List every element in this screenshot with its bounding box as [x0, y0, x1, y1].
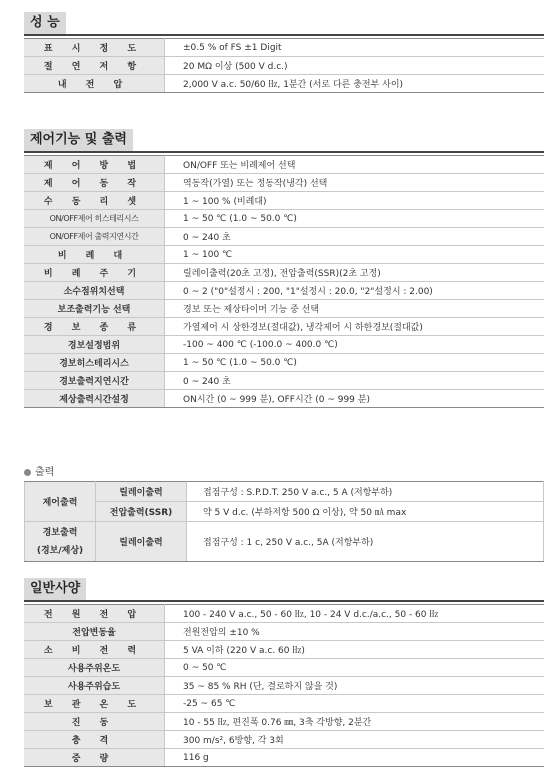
performance-row-label: 표 시 정 도 — [24, 39, 165, 57]
control-row-value: 1 ~ 50 ℃ (1.0 ~ 50.0 ℃) — [165, 210, 545, 228]
control-title: 제어기능 및 출력 — [24, 129, 133, 151]
control-row-value: 역동작(가열) 또는 정동작(냉각) 선택 — [165, 174, 545, 192]
general-title: 일반사양 — [24, 578, 86, 600]
control-row-label: 경보설정범위 — [24, 336, 165, 354]
alarm-relay-value: 접점구성 : 1 c, 250 V a.c., 5A (저항부하) — [187, 522, 544, 562]
control-row-value: 0 ~ 240 초 — [165, 228, 545, 246]
general-table — [24, 604, 544, 767]
general-row-label: 보 관 온 도 — [24, 695, 165, 713]
general-row-label: 사용주위습도 — [24, 677, 165, 695]
alarm-output-group — [25, 522, 96, 562]
control-output-group: 제어출력 — [25, 482, 96, 522]
control-row — [24, 354, 544, 372]
performance-table — [24, 38, 544, 93]
control-row-label: 제 어 동 작 — [24, 174, 165, 192]
performance-row — [24, 57, 544, 75]
control-row-value: 경보 또는 제상타이머 기능 중 선택 — [165, 300, 545, 318]
control-row-label: 비 례 대 — [24, 246, 165, 264]
control-row — [24, 210, 544, 228]
control-row — [24, 192, 544, 210]
control-row-value: ON시간 (0 ~ 999 분), OFF시간 (0 ~ 999 분) — [165, 390, 545, 408]
control-row-value: ON/OFF 또는 비례제어 선택 — [165, 156, 545, 174]
alarm-group-line2: (경보/제상) — [36, 545, 84, 556]
general-row — [24, 677, 544, 695]
control-row-value: 가열제어 시 상한경보(절대값), 냉각제어 시 하한경보(절대값) — [165, 318, 545, 336]
general-row-label: 소 비 전 력 — [24, 641, 165, 659]
control-row — [24, 228, 544, 246]
control-row-value: -100 ~ 400 ℃ (-100.0 ~ 400.0 ℃) — [165, 336, 545, 354]
relay-output-value: 접점구성 : S.P.D.T. 250 V a.c., 5 A (저항부하) — [187, 482, 544, 502]
ssr-output-label: 전압출력(SSR) — [96, 502, 187, 522]
general-row-label: 충 격 — [24, 731, 165, 749]
control-row — [24, 156, 544, 174]
general-row — [24, 605, 544, 623]
control-row-label: 경보히스테리시스 — [24, 354, 165, 372]
control-row-label: 소수점위치선택 — [24, 282, 165, 300]
general-row — [24, 695, 544, 713]
control-row-label: ON/OFF제어 출력지연시간 — [24, 228, 165, 246]
control-row — [24, 300, 544, 318]
performance-row-value: 20 MΩ 이상 (500 V d.c.) — [165, 57, 545, 75]
general-row-value: 5 VA 이하 (220 V a.c. 60 ㎐) — [165, 641, 545, 659]
control-row-label: 수 동 리 셋 — [24, 192, 165, 210]
control-row — [24, 390, 544, 408]
control-row-value: 1 ~ 100 % (비례대) — [165, 192, 545, 210]
alarm-group-line1: 경보출력 — [42, 527, 78, 538]
general-row-label: 중 량 — [24, 749, 165, 767]
control-row-label: 경 보 종 류 — [24, 318, 165, 336]
output-title: 출력 — [35, 467, 55, 478]
general-row-value: 100 - 240 V a.c., 50 - 60 ㎐, 10 - 24 V d.c./a.c., 50 - 60 ㎐ — [165, 605, 545, 623]
control-row — [24, 318, 544, 336]
performance-row-label: 내 전 압 — [24, 75, 165, 93]
control-row-label: 경보출력지연시간 — [24, 372, 165, 390]
general-row-value: -25 ~ 65 ℃ — [165, 695, 545, 713]
control-row — [24, 264, 544, 282]
performance-row-value: ±0.5 % of FS ±1 Digit — [165, 39, 545, 57]
output-table — [24, 481, 544, 562]
control-row-value: 1 ~ 100 ℃ — [165, 246, 545, 264]
control-row — [24, 174, 544, 192]
control-row — [24, 282, 544, 300]
relay-output-label: 릴레이출력 — [96, 482, 187, 502]
general-row-value: 전원전압의 ±10 % — [165, 623, 545, 641]
general-row-label: 전 원 전 압 — [24, 605, 165, 623]
control-row — [24, 372, 544, 390]
control-row — [24, 336, 544, 354]
control-table — [24, 155, 544, 408]
performance-row-value: 2,000 V a.c. 50/60 ㎐, 1분간 (서로 다른 충전부 사이) — [165, 75, 545, 93]
bullet-icon — [24, 469, 31, 476]
general-row — [24, 623, 544, 641]
control-row-label: 제 어 방 법 — [24, 156, 165, 174]
control-row-value: 0 ~ 2 ("0"설정시 : 200, "1"설정시 : 20.0, "2"설정시 : 2.00) — [165, 282, 545, 300]
output-heading — [24, 463, 54, 478]
general-row-label: 전압변동율 — [24, 623, 165, 641]
control-row — [24, 246, 544, 264]
general-row — [24, 749, 544, 767]
control-row-label: 비 례 주 기 — [24, 264, 165, 282]
performance-title: 성 능 — [24, 12, 66, 34]
general-row-value: 0 ~ 50 ℃ — [165, 659, 545, 677]
general-row — [24, 659, 544, 677]
general-row-label: 진 동 — [24, 713, 165, 731]
general-row-value: 116 g — [165, 749, 545, 767]
control-row-label: 보조출력기능 선택 — [24, 300, 165, 318]
ssr-output-value: 약 5 V d.c. (부하저항 500 Ω 이상), 약 50 ㎃ max — [187, 502, 544, 522]
general-row — [24, 641, 544, 659]
alarm-relay-label: 릴레이출력 — [96, 522, 187, 562]
control-row-label: 제상출력시간설정 — [24, 390, 165, 408]
general-row — [24, 713, 544, 731]
control-row-value: 릴레이출력(20초 고정), 전압출력(SSR)(2초 고정) — [165, 264, 545, 282]
performance-row — [24, 39, 544, 57]
control-row-value: 1 ~ 50 ℃ (1.0 ~ 50.0 ℃) — [165, 354, 545, 372]
control-row-label: ON/OFF제어 히스테리시스 — [24, 210, 165, 228]
general-row-value: 35 ~ 85 % RH (단, 결로하지 않을 것) — [165, 677, 545, 695]
general-row-label: 사용주위온도 — [24, 659, 165, 677]
general-row-value: 300 m/s², 6방향, 각 3회 — [165, 731, 545, 749]
performance-row — [24, 75, 544, 93]
control-section-header — [24, 129, 544, 153]
general-row-value: 10 - 55 ㎐, 편진폭 0.76 ㎜, 3축 각방향, 2분간 — [165, 713, 545, 731]
performance-row-label: 절 연 저 항 — [24, 57, 165, 75]
general-row — [24, 731, 544, 749]
performance-section-header — [24, 12, 544, 36]
control-row-value: 0 ~ 240 초 — [165, 372, 545, 390]
general-section-header — [24, 578, 544, 602]
